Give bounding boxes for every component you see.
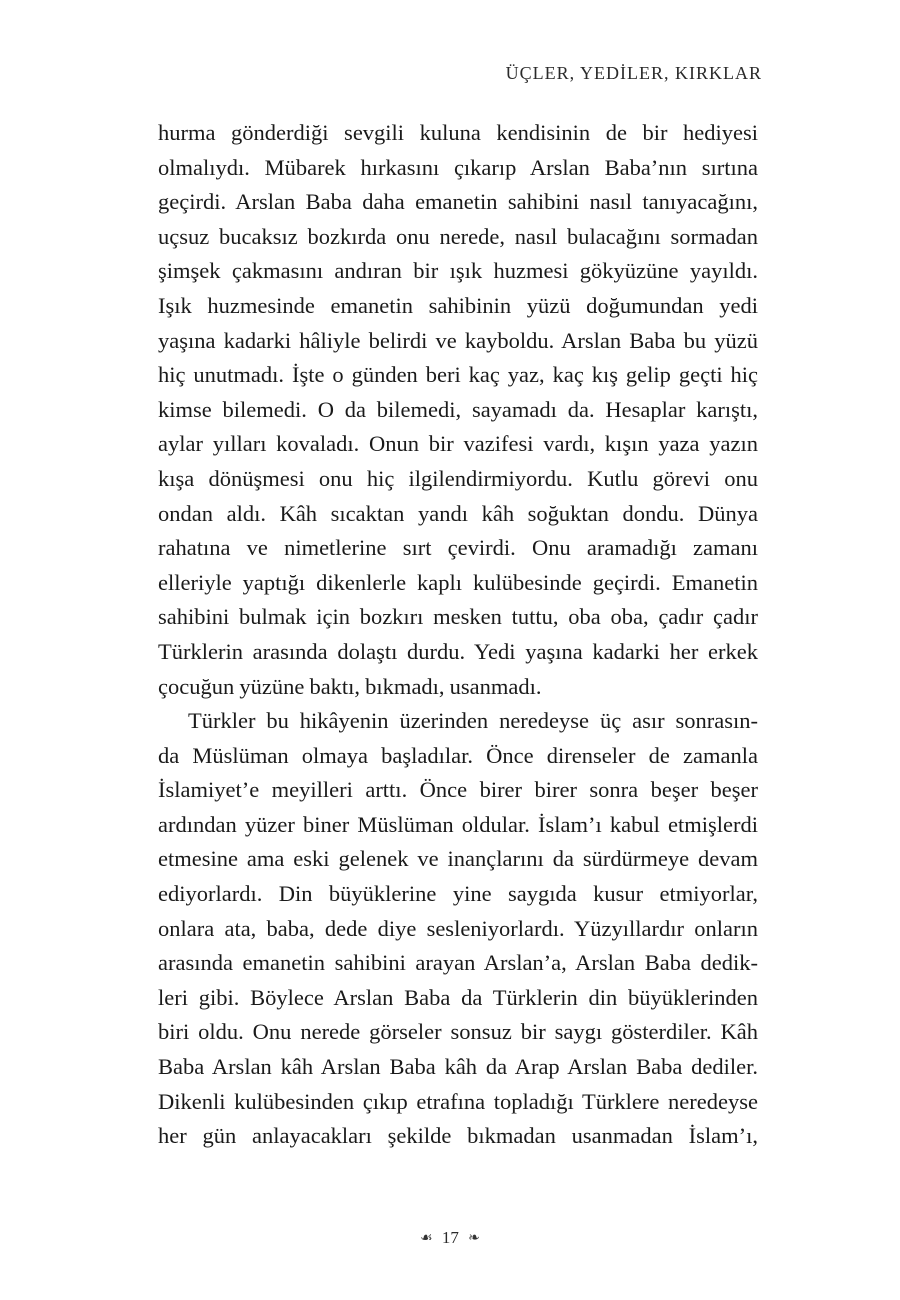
text-line: hiç unutmadı. İşte o günden beri kaç yaz, kaç kış gelip geçti hiç bbox=[158, 362, 758, 388]
text-line: biri oldu. Onu nerede görseler sonsuz bir saygı gösterdiler. Kâh bbox=[158, 1019, 758, 1045]
ornament-right-icon: ❧ bbox=[468, 1231, 480, 1246]
text-line: onlara ata, baba, dede diye sesleniyorlardı. Yüzyıllardır onların bbox=[158, 915, 758, 941]
text-line: rahatına ve nimetlerine sırt çevirdi. Onu aramadığı zamanı bbox=[158, 535, 758, 561]
page-footer bbox=[0, 1228, 900, 1248]
running-head-title: ÜÇLER, YEDİLER, KIRKLAR bbox=[505, 63, 762, 83]
text-line: kışa dönüşmesi onu hiç ilgilendirmiyordu. Kutlu görevi onu bbox=[158, 465, 758, 491]
text-line: Türkler bu hikâyenin üzerinden neredeyse üç asır sonrasın- bbox=[188, 708, 758, 734]
paragraph-2 bbox=[158, 704, 758, 1154]
text-line: yaşına kadarki hâliyle belirdi ve kayboldu. Arslan Baba bu yüzü bbox=[158, 327, 758, 353]
text-line: her gün anlayacakları şekilde bıkmadan usanmadan İslam’ı, bbox=[158, 1123, 758, 1149]
text-line: kimse bilemedi. O da bilemedi, sayamadı da. Hesaplar karıştı, bbox=[158, 396, 758, 422]
ornament-left-icon: ☙ bbox=[420, 1231, 433, 1246]
body-text bbox=[158, 116, 758, 1154]
text-line: leri gibi. Böylece Arslan Baba da Türklerin din büyüklerinden bbox=[158, 984, 758, 1010]
text-line: Dikenli kulübesinden çıkıp etrafına topladığı Türklere neredeyse bbox=[158, 1088, 758, 1114]
text-line: ondan aldı. Kâh sıcaktan yandı kâh soğuktan dondu. Dünya bbox=[158, 500, 758, 526]
text-line: çocuğun yüzüne baktı, bıkmadı, usanmadı. bbox=[158, 673, 542, 699]
text-line: şimşek çakmasını andıran bir ışık huzmesi gökyüzüne yayıldı. bbox=[158, 258, 758, 284]
text-line: aylar yılları kovaladı. Onun bir vazifesi vardı, kışın yaza yazın bbox=[158, 431, 758, 457]
text-line: arasında emanetin sahibini arayan Arslan’a, Arslan Baba dedik- bbox=[158, 950, 758, 976]
text-line: olmalıydı. Mübarek hırkasını çıkarıp Arslan Baba’nın sırtına bbox=[158, 154, 758, 180]
text-line: etmesine ama eski gelenek ve inançlarını da sürdürmeye devam bbox=[158, 846, 758, 872]
text-line: Işık huzmesinde emanetin sahibinin yüzü doğumundan yedi bbox=[158, 292, 758, 318]
text-line: elleriyle yaptığı dikenlerle kaplı kulübesinde geçirdi. Emanetin bbox=[158, 569, 758, 595]
page-number: 17 bbox=[441, 1228, 459, 1247]
text-line: ediyorlardı. Din büyüklerine yine saygıda kusur etmiyorlar, bbox=[158, 881, 758, 907]
text-line: da Müslüman olmaya başladılar. Önce direnseler de zamanla bbox=[158, 742, 758, 768]
text-line: İslamiyet’e meyilleri arttı. Önce birer birer sonra beşer beşer bbox=[158, 777, 758, 803]
text-line: Baba Arslan kâh Arslan Baba kâh da Arap Arslan Baba dediler. bbox=[158, 1054, 758, 1080]
text-line: hurma gönderdiği sevgili kuluna kendisinin de bir hediyesi bbox=[158, 120, 758, 145]
text-line: Türklerin arasında dolaştı durdu. Yedi yaşına kadarki her erkek bbox=[158, 638, 758, 664]
text-line: ardından yüzer biner Müslüman oldular. İslam’ı kabul etmişlerdi bbox=[158, 811, 758, 837]
paragraph-1 bbox=[158, 116, 758, 704]
text-line: uçsuz bucaksız bozkırda onu nerede, nasıl bulacağını sormadan bbox=[158, 223, 758, 249]
text-line: sahibini bulmak için bozkırı mesken tuttu, oba oba, çadır çadır bbox=[158, 604, 758, 630]
text-line: geçirdi. Arslan Baba daha emanetin sahibini nasıl tanıyacağını, bbox=[158, 189, 758, 215]
